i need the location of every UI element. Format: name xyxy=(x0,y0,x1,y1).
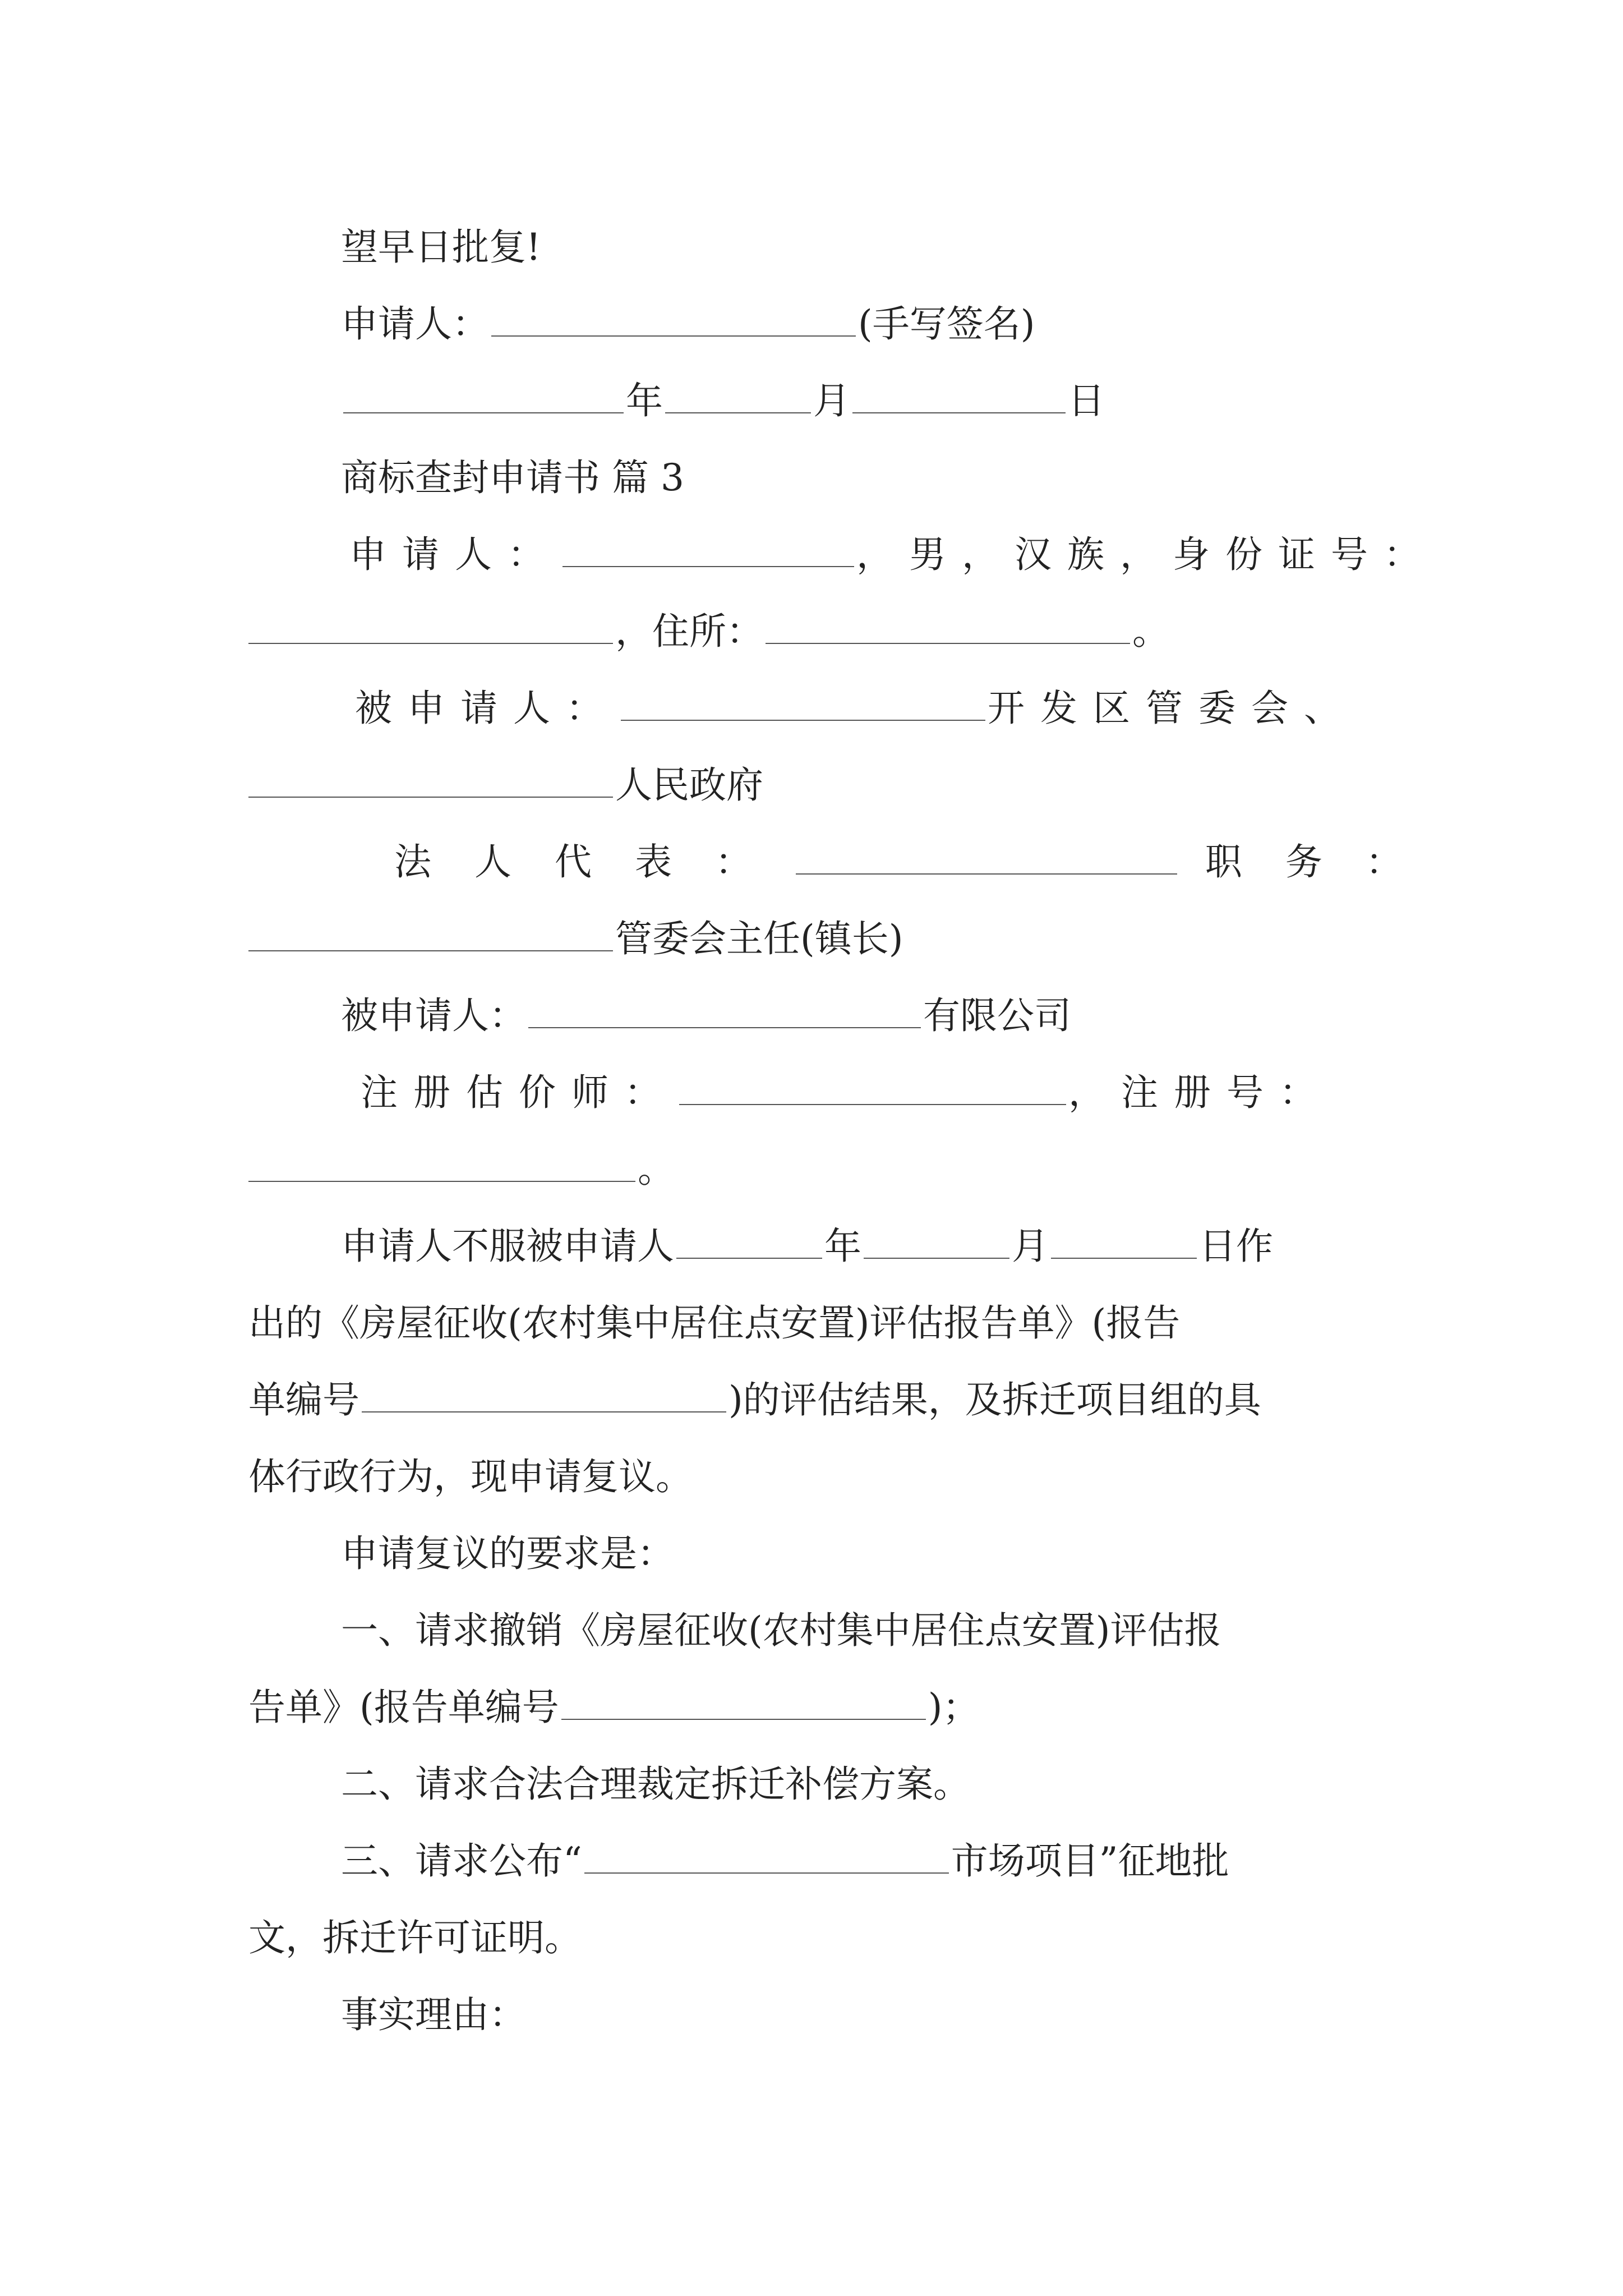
requests-heading xyxy=(248,1515,1370,1592)
month-label: 月 xyxy=(813,379,850,422)
section-heading xyxy=(248,439,1370,516)
dev-zone-blank xyxy=(621,684,985,721)
facts-title: 事实理由： xyxy=(341,1993,526,2036)
review-request-text: 体行政行为，现申请复议。 xyxy=(248,1455,693,1498)
applicant-label-2: 申请人： xyxy=(349,533,560,576)
report-title-text: 出的《房屋征收(农村集中居住点安置)评估报告单》(报告 xyxy=(248,1301,1181,1345)
handwritten-note: (手写签名) xyxy=(858,302,1035,346)
id-number-blank xyxy=(248,607,613,644)
section-title: 商标查封申请书 篇 3 xyxy=(341,456,684,499)
market-project-text: 市场项目”征地批 xyxy=(951,1839,1229,1883)
request-3-text: 三、请求公布“ xyxy=(341,1839,582,1883)
government-blank xyxy=(248,761,613,798)
request-1-line-2 xyxy=(248,1669,1370,1746)
applicant-gender-ethnicity-id: ，男，汉族，身份证号： xyxy=(856,533,1436,576)
p1-year-label: 年 xyxy=(824,1225,861,1268)
company-blank xyxy=(528,991,921,1028)
respondent-company-line xyxy=(248,977,1370,1054)
request-3-line-2 xyxy=(248,1899,1370,1976)
period-2: 。 xyxy=(638,1148,675,1191)
peoples-government: 人民政府 xyxy=(615,763,763,807)
government-line xyxy=(248,747,1370,823)
registration-number-line xyxy=(248,1131,1370,1208)
request-1-text: 一、请求撤销《房屋征收(农村集中居住点安置)评估报 xyxy=(341,1609,1221,1652)
respondent-label: 被申请人： xyxy=(355,687,619,730)
paragraph-1-line-3 xyxy=(248,1361,1370,1438)
registration-number-label: ，注册号： xyxy=(1068,1071,1332,1114)
company-suffix: 有限公司 xyxy=(923,994,1071,1037)
applicant-signature-line xyxy=(248,286,1370,362)
address-blank xyxy=(766,607,1130,644)
document-body xyxy=(248,209,1436,2053)
appraisal-result-text: )的评估结果，及拆迁项目组的具 xyxy=(728,1378,1261,1421)
year-label: 年 xyxy=(626,379,663,422)
position-blank xyxy=(248,914,613,951)
p1-month-blank xyxy=(864,1222,1009,1259)
request-3-line-1 xyxy=(248,1823,1370,1899)
registration-number-blank xyxy=(248,1145,635,1182)
signature-blank xyxy=(491,300,856,337)
paragraph-1-line-2 xyxy=(248,1285,1370,1361)
applicant-name-blank xyxy=(562,530,854,567)
request-1-end: )； xyxy=(928,1686,980,1729)
requests-title: 申请复议的要求是： xyxy=(341,1532,674,1575)
appraiser-label: 注册估价师： xyxy=(361,1071,677,1114)
legal-rep-blank xyxy=(796,838,1177,875)
respondent-line xyxy=(248,670,1370,747)
report-number-blank xyxy=(362,1375,726,1412)
day-label: 日 xyxy=(1068,379,1105,422)
facts-heading xyxy=(248,1976,1370,2053)
address-label: ，住所： xyxy=(615,610,763,653)
p1-day-label: 日作 xyxy=(1199,1225,1273,1268)
paragraph-1-line-4 xyxy=(248,1438,1370,1515)
closing-line xyxy=(248,209,1370,286)
position-label: 职 务 ： xyxy=(1205,840,1418,884)
p1-year-blank xyxy=(676,1222,822,1259)
request-1-report-label: 告单》(报告单编号 xyxy=(248,1686,559,1729)
market-project-blank xyxy=(584,1837,949,1874)
respondent-label-2: 被申请人： xyxy=(341,994,526,1037)
day-blank xyxy=(852,376,1066,413)
legal-rep-line xyxy=(248,823,1418,900)
year-blank xyxy=(343,376,624,413)
request-1-line-1 xyxy=(248,1592,1370,1669)
objection-text: 申请人不服被申请人 xyxy=(341,1225,674,1268)
committee-director: 管委会主任(镇长) xyxy=(615,917,903,960)
legal-rep-label: 法 人 代 表 ： xyxy=(394,840,768,884)
date-line xyxy=(248,362,1370,439)
request-2 xyxy=(248,1746,1370,1823)
permit-text: 文，拆迁许可证明。 xyxy=(248,1916,582,1959)
month-blank xyxy=(665,376,811,413)
appraiser-blank xyxy=(679,1068,1066,1105)
p1-month-label: 月 xyxy=(1012,1225,1049,1268)
report-number-label: 单编号 xyxy=(248,1378,359,1421)
request-2-text: 二、请求合法合理裁定拆迁补偿方案。 xyxy=(341,1763,970,1806)
applicant-label: 申请人： xyxy=(341,302,489,346)
request-1-number-blank xyxy=(561,1683,926,1720)
position-line xyxy=(248,900,1370,977)
closing-text: 望早日批复! xyxy=(341,226,541,269)
id-address-line xyxy=(248,593,1370,670)
dev-zone-committee: 开发区管委会、 xyxy=(988,687,1357,730)
paragraph-1-line-1 xyxy=(248,1208,1370,1285)
p1-day-blank xyxy=(1051,1222,1197,1259)
applicant-info-line xyxy=(248,516,1436,593)
appraiser-line xyxy=(248,1054,1370,1131)
period: 。 xyxy=(1132,610,1169,653)
